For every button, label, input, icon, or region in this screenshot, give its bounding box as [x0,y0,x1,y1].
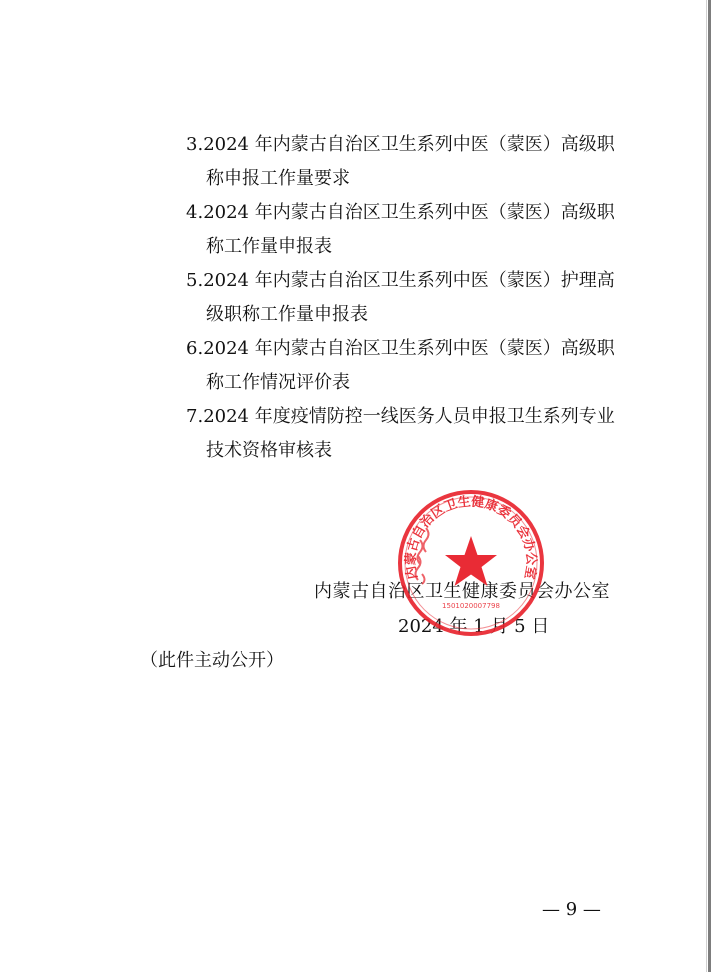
issuing-office: 内蒙古自治区卫生健康委员会办公室 [314,581,610,602]
attachment-title-line2: 技术资格审核表 [206,440,332,461]
attachment-title-line2: 称工作量申报表 [206,236,332,257]
attachment-number: 4. [186,202,204,223]
attachment-title-line1: 2024 年内蒙古自治区卫生系列中医（蒙医）高级职 [203,338,615,359]
attachment-item-5 [186,264,616,332]
attachment-title-line2: 称工作情况评价表 [206,372,350,393]
attachment-number: 6. [186,338,204,359]
attachment-number: 5. [186,270,204,291]
attachment-title-line2: 级职称工作量申报表 [206,304,368,325]
seal-code: 1501020007798 [442,602,500,610]
seal-star-icon [445,536,497,586]
attachment-title-line2: 称申报工作量要求 [206,168,350,189]
seal-text: 内蒙古自治区卫生健康委员会办公室 [403,494,539,581]
attachment-number: 7. [186,406,204,427]
attachment-title-line1: 2024 年内蒙古自治区卫生系列中医（蒙医）护理高 [203,270,615,291]
issue-date: 2024 年 1 月 5 日 [398,616,550,637]
attachment-title-line1: 2024 年度疫情防控一线医务人员申报卫生系列专业 [203,406,615,427]
attachment-title-line1: 2024 年内蒙古自治区卫生系列中医（蒙医）高级职 [203,202,615,223]
disclosure-note: （此件主动公开） [140,650,284,671]
attachment-item-6 [186,332,616,400]
attachment-item-3 [186,128,616,196]
attachment-item-4 [186,196,616,264]
page-number: — 9 — [542,899,601,920]
attachment-item-7 [186,400,616,468]
official-seal-icon [396,488,546,638]
attachment-title-line1: 2024 年内蒙古自治区卫生系列中医（蒙医）高级职 [203,134,615,155]
page-edge-shadow [706,0,707,972]
attachment-number: 3. [186,134,204,155]
